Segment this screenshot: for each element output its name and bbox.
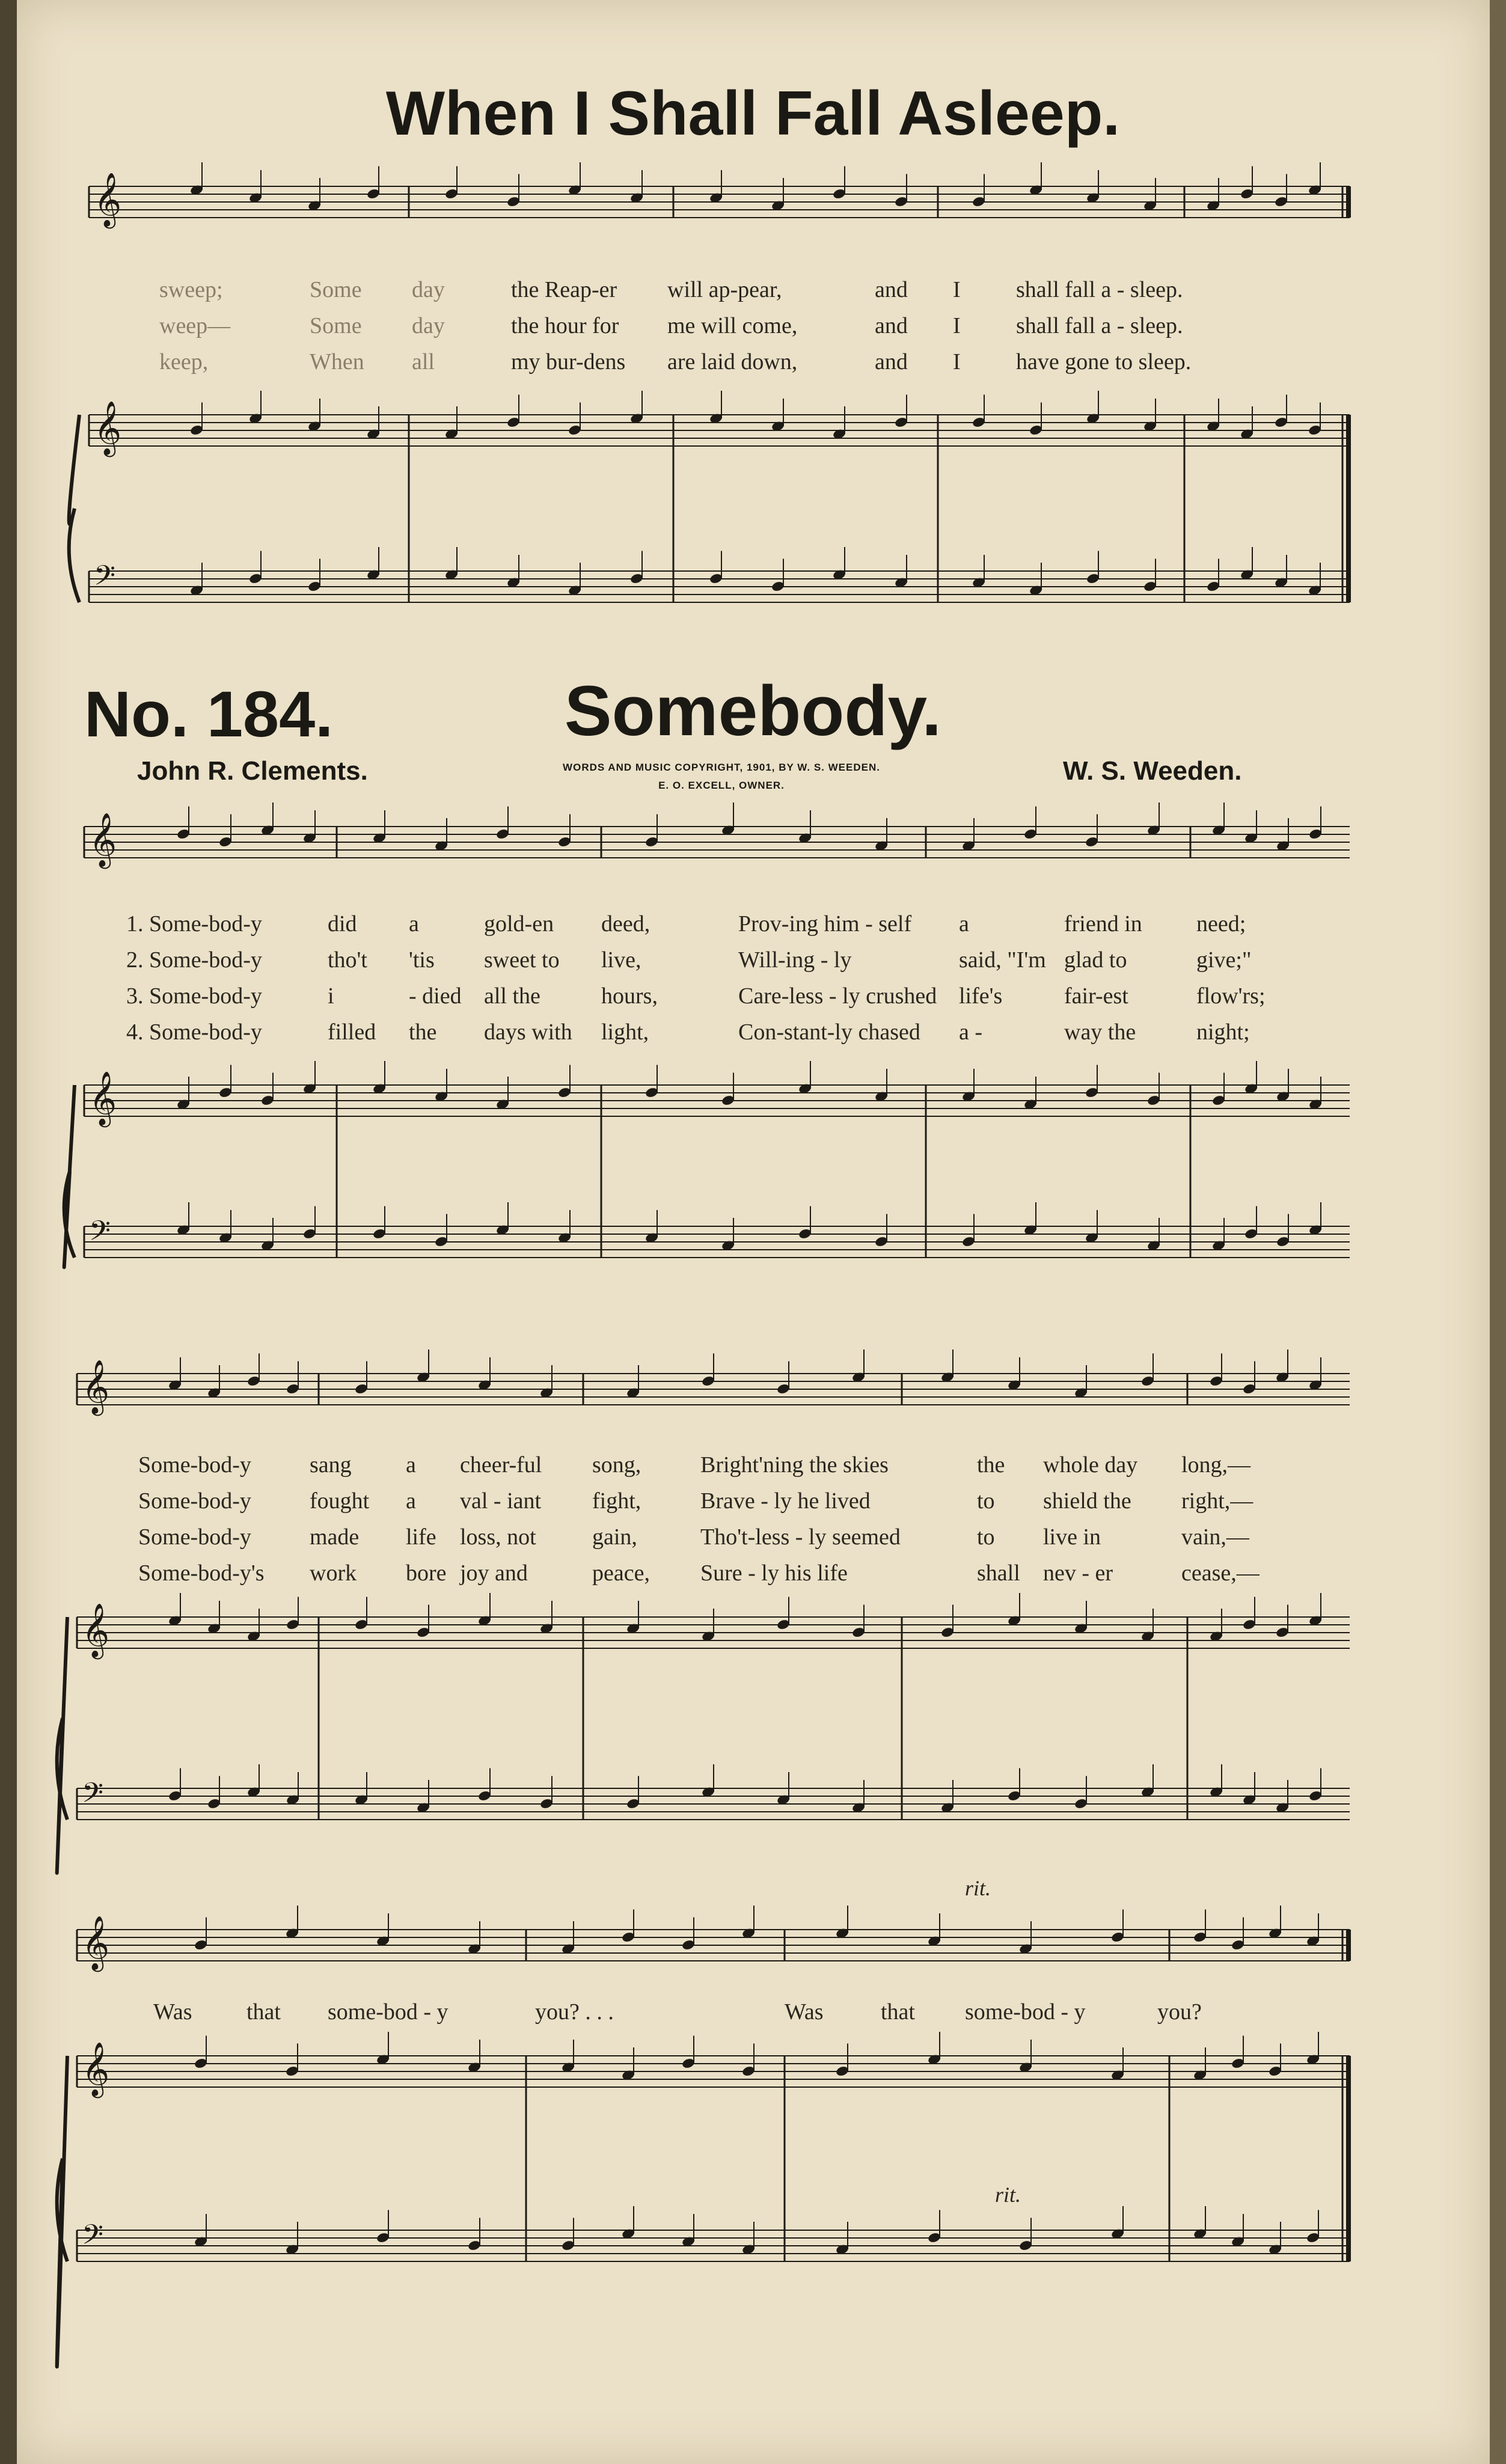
lyric-syllable: Some-bod-y [138,1488,251,1514]
lyric-syllable: - died [409,983,462,1009]
lyric-syllable: weep— [159,313,231,338]
lyric-syllable: Con-stant-ly chased [738,1020,920,1045]
lyric-syllable: are laid down, [667,349,798,374]
lyric-syllable: joy and [460,1561,528,1586]
lyric-syllable: light, [601,1020,649,1045]
lyric-syllable: cheer-ful [460,1452,542,1478]
treble-clef-icon: 𝄞 [94,173,122,227]
lyric-syllable: Will-ing - ly [738,947,852,973]
lyric-syllable: fight, [592,1488,641,1514]
lyric-syllable: did [328,911,357,937]
lyric-syllable: hours, [601,983,658,1009]
lyric-syllable: and [875,349,908,374]
lyric-syllable: fought [310,1488,370,1514]
treble-clef-icon: 𝄞 [82,2042,110,2096]
lyric-syllable: right,— [1181,1488,1253,1514]
lyric-syllable: work [310,1561,357,1586]
bass-clef-icon: 𝄢 [82,2219,104,2258]
lyric-syllable: live, [601,947,641,973]
lyric-syllable: day [412,277,445,302]
lyric-syllable: fair-est [1064,983,1128,1009]
lyric-syllable: some-bod - y [328,1999,448,2025]
lyric-syllable: a - [959,1020,983,1045]
lyric-syllable: day [412,313,445,338]
lyric-syllable: you? [1157,1999,1202,2025]
lyric-syllable: shall fall a - sleep. [1016,277,1183,302]
lyric-syllable: Some-bod-y's [138,1561,265,1586]
lyric-syllable: and [875,277,908,302]
lyric-syllable: said, "I'm [959,947,1046,973]
lyric-syllable: song, [592,1452,641,1478]
lyric-syllable: give;" [1196,947,1252,973]
lyric-syllable: all the [484,983,540,1009]
lyric-syllable: I [953,349,961,374]
ritardando-mark-bottom: rit. [995,2183,1021,2207]
hymn-number: No. 184. [84,677,334,750]
lyric-syllable: whole day [1043,1452,1138,1478]
lyric-syllable: filled [328,1020,376,1045]
lyric-syllable: the [977,1452,1005,1478]
lyric-syllable: Some [310,277,362,302]
lyric-syllable: Tho't-less - ly seemed [700,1524,901,1550]
lyricist-credit: John R. Clements. [137,756,368,786]
lyric-syllable: gain, [592,1524,637,1550]
lyric-syllable: will ap-pear, [667,277,782,302]
lyric-syllable: shall fall a - sleep. [1016,313,1183,338]
lyric-syllable: have gone to sleep. [1016,349,1192,374]
lyric-syllable: a [406,1452,416,1478]
lyric-syllable: cease,— [1181,1561,1260,1586]
lyric-syllable: that [246,1999,281,2025]
lyric-syllable: life's [959,983,1003,1009]
treble-clef-icon: 𝄞 [94,401,122,455]
song1-title: When I Shall Fall Asleep. [385,79,1121,148]
lyric-syllable: the hour for [511,313,619,338]
lyric-syllable: long,— [1181,1452,1251,1478]
lyric-syllable: a [406,1488,416,1514]
lyric-syllable: Was [785,1999,824,2025]
lyric-syllable: Some [310,313,362,338]
lyric-syllable: i [328,983,334,1009]
lyric-syllable: 1. Some-bod-y [126,911,262,937]
treble-clef-icon: 𝄞 [82,1360,110,1414]
lyric-syllable: made [310,1524,360,1550]
lyric-syllable: keep, [159,349,209,374]
ritardando-mark-top: rit. [965,1876,991,1900]
lyric-syllable: peace, [592,1561,650,1586]
lyric-syllable: that [881,1999,915,2025]
lyric-syllable: all [412,349,435,374]
final-barline-thick [1346,2056,1351,2261]
lyric-syllable: deed, [601,911,650,937]
lyric-syllable: I [953,277,961,302]
bass-clef-icon: 𝄢 [82,1777,104,1816]
treble-clef-icon: 𝄞 [89,813,117,867]
lyric-syllable: sang [310,1452,352,1478]
lyric-syllable: glad to [1064,947,1127,973]
lyric-syllable: Was [153,1999,192,2025]
lyric-syllable: 3. Some-bod-y [126,983,262,1009]
lyric-syllable: vain,— [1181,1524,1249,1550]
lyric-syllable: val - iant [460,1488,542,1514]
lyric-syllable: Prov-ing him - self [738,911,912,937]
composer-credit: W. S. Weeden. [1063,756,1242,786]
lyric-syllable: sweet to [484,947,560,973]
lyric-syllable: loss, not [460,1524,536,1550]
treble-clef-icon: 𝄞 [89,1071,117,1125]
lyric-syllable: to [977,1524,995,1550]
lyric-syllable: friend in [1064,911,1142,937]
lyric-syllable: 2. Some-bod-y [126,947,262,973]
grand-staff-brace [64,1085,75,1267]
lyric-syllable: Brave - ly he lived [700,1488,871,1514]
lyric-syllable: gold-en [484,911,554,937]
lyric-syllable: I [953,313,961,338]
lyric-syllable: and [875,313,908,338]
lyric-syllable: Sure - ly his life [700,1561,848,1586]
grand-staff-brace [69,415,79,602]
treble-clef-icon: 𝄞 [82,1916,110,1970]
lyric-syllable: way the [1064,1020,1136,1045]
lyric-syllable: Bright'ning the skies [700,1452,889,1478]
grand-staff-brace [57,1617,67,1873]
lyric-syllable: night; [1196,1020,1250,1045]
lyric-syllable: some-bod - y [965,1999,1086,2025]
final-barline-thick [1346,1930,1351,1961]
treble-clef-icon: 𝄞 [82,1603,110,1657]
lyric-syllable: bore [406,1561,447,1586]
lyric-syllable: tho't [328,947,367,973]
lyric-syllable: Some-bod-y [138,1452,251,1478]
lyric-syllable: When [310,349,364,374]
lyric-syllable: my bur-dens [511,349,626,374]
lyric-syllable: Some-bod-y [138,1524,251,1550]
lyric-syllable: sweep; [159,277,223,302]
copyright-line-1: WORDS AND MUSIC COPYRIGHT, 1901, BY W. S. WEEDEN. [563,762,880,773]
lyric-syllable: nev - er [1043,1561,1113,1586]
lyric-syllable: live in [1043,1524,1101,1550]
lyric-syllable: Care-less - ly crushed [738,983,937,1009]
lyric-syllable: life [406,1524,436,1550]
lyric-syllable: 'tis [409,947,435,973]
lyric-syllable: me will come, [667,313,798,338]
copyright-line-2: E. O. EXCELL, OWNER. [658,780,785,791]
lyric-syllable: to [977,1488,995,1514]
bass-clef-icon: 𝄢 [89,1215,111,1254]
lyric-syllable: days with [484,1020,572,1045]
final-barline-thick [1346,415,1351,602]
lyric-syllable: need; [1196,911,1246,937]
lyric-syllable: shall [977,1561,1020,1586]
bass-clef-icon: 𝄢 [94,560,116,599]
lyric-syllable: 4. Some-bod-y [126,1020,262,1045]
lyric-syllable: a [409,911,419,937]
final-barline-thick [1346,186,1351,218]
song2-title: Somebody. [564,671,942,751]
lyric-syllable: flow'rs; [1196,983,1266,1009]
lyric-syllable: a [959,911,969,937]
grand-staff-brace [57,2056,67,2367]
lyric-syllable: you? . . . [535,1999,614,2025]
lyric-syllable: the Reap-er [511,277,617,302]
lyric-syllable: shield the [1043,1488,1131,1514]
lyric-syllable: the [409,1020,437,1045]
